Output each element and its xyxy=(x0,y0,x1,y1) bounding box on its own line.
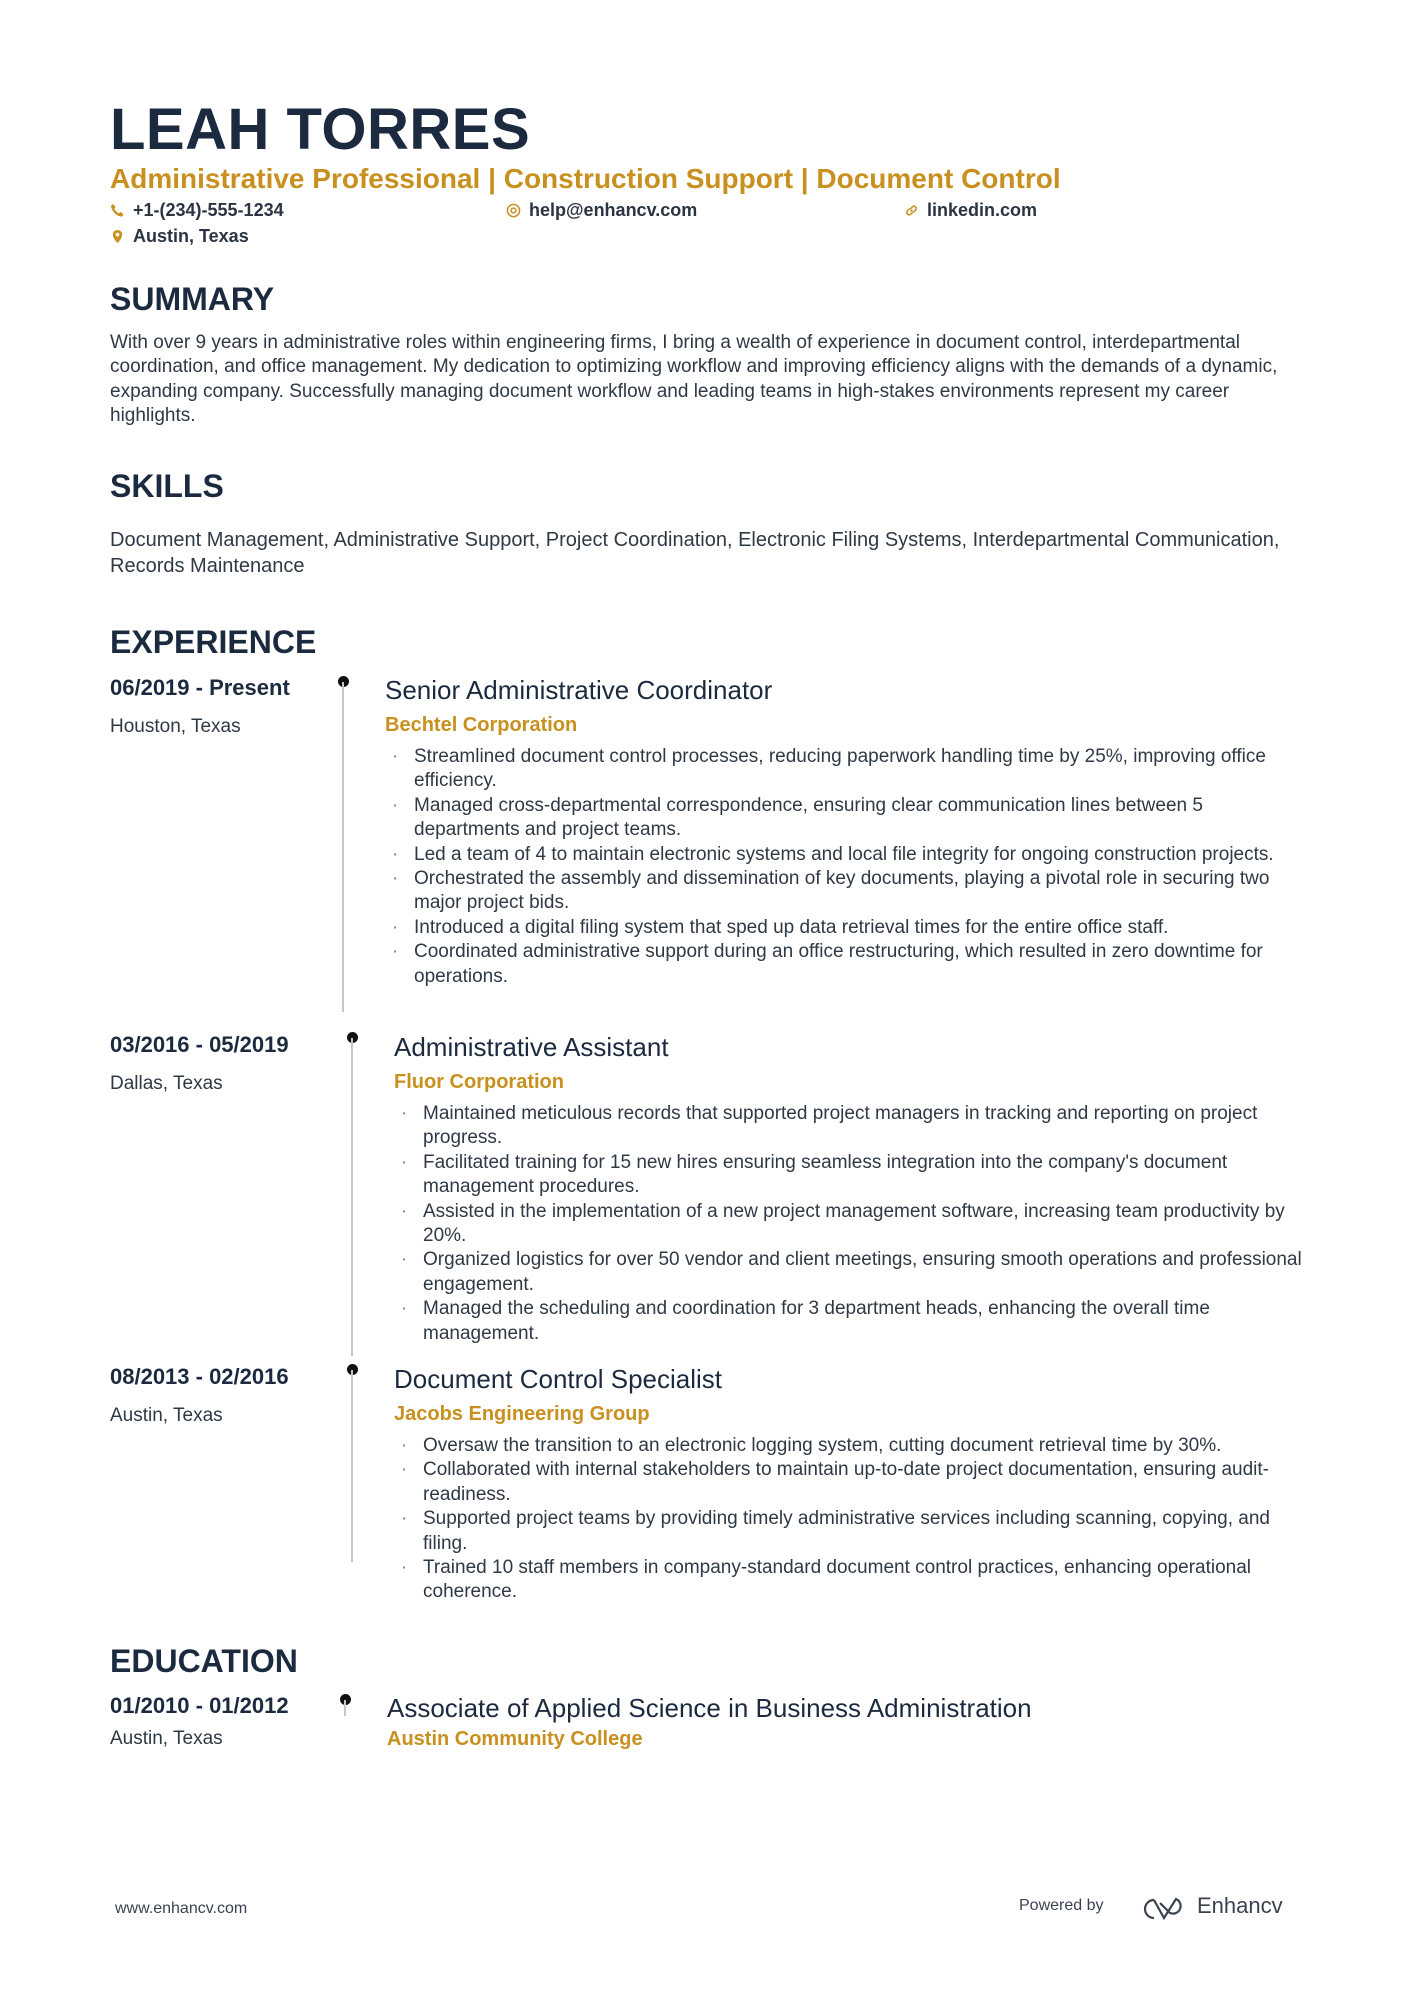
bullet: · Organized logistics for over 50 vendor and client meetings, ensuring smooth operations and professional engagement. xyxy=(394,1248,1310,1297)
footer-website[interactable]: www.enhancv.com xyxy=(115,1900,248,1917)
job-dates: 06/2019 - Present xyxy=(110,675,290,700)
degree-title: Associate of Applied Science in Business Administration xyxy=(387,1693,1032,1723)
bullet: · Facilitated training for 15 new hires ensuring seamless integration into the company's document management procedures. xyxy=(394,1151,1310,1200)
bullet: · Managed the scheduling and coordination for 3 department heads, enhancing the overall time management. xyxy=(394,1297,1310,1346)
enhancv-brand[interactable]: Enhancv xyxy=(1197,1893,1283,1918)
phone-text: +1-(234)-555-1234 xyxy=(133,200,284,220)
email-link[interactable]: help@enhancv.com xyxy=(529,200,698,220)
summary-heading: SUMMARY xyxy=(110,281,275,317)
linkedin-link[interactable]: linkedin.com xyxy=(927,200,1038,220)
bullet: · Introduced a digital filing system that sped up data retrieval times for the entire office staff. xyxy=(385,916,1310,940)
job-dates: 03/2016 - 05/2019 xyxy=(110,1032,289,1057)
timeline-line xyxy=(344,1700,346,1716)
bullet: · Assisted in the implementation of a new project management software, increasing team productivity by 20%. xyxy=(394,1200,1310,1249)
timeline-line xyxy=(342,682,344,1012)
bullet: · Maintained meticulous records that supported project managers in tracking and reporting on project progress. xyxy=(394,1102,1310,1151)
education-heading: EDUCATION xyxy=(110,1643,298,1679)
job-title: Administrative Assistant xyxy=(394,1032,669,1062)
contact-linkedin[interactable] xyxy=(904,200,1037,221)
job-title: Document Control Specialist xyxy=(394,1364,723,1394)
job-location: Houston, Texas xyxy=(110,716,241,737)
education-dates: 01/2010 - 01/2012 xyxy=(110,1693,289,1718)
bullet: · Led a team of 4 to maintain electronic systems and local file integrity for ongoing construction projects. xyxy=(385,843,1310,867)
contact-phone xyxy=(110,200,284,221)
job-bullets xyxy=(385,745,1310,989)
company-name: Bechtel Corporation xyxy=(385,714,578,736)
school-name: Austin Community College xyxy=(387,1728,643,1750)
company-name: Jacobs Engineering Group xyxy=(394,1403,650,1425)
job-bullets xyxy=(394,1102,1310,1346)
powered-by-label: Powered by xyxy=(1019,1897,1104,1914)
company-name: Fluor Corporation xyxy=(394,1071,564,1093)
experience-heading: EXPERIENCE xyxy=(110,624,317,660)
job-location: Austin, Texas xyxy=(110,1405,223,1426)
bullet: · Coordinated administrative support during an office restructuring, which resulted in zero downtime for operations. xyxy=(385,940,1310,989)
contact-email[interactable] xyxy=(506,200,697,221)
contact-location xyxy=(110,226,249,247)
location-pin-icon xyxy=(110,229,125,244)
location-text: Austin, Texas xyxy=(133,226,249,246)
enhancv-logo-icon xyxy=(1138,1895,1186,1923)
bullet: · Collaborated with internal stakeholders to maintain up-to-date project documentation, ensuring audit-readiness. xyxy=(394,1458,1314,1507)
timeline-line xyxy=(351,1370,353,1562)
bullet: · Streamlined document control processes, reducing paperwork handling time by 25%, improving office efficiency. xyxy=(385,745,1310,794)
bullet: · Trained 10 staff members in company-standard document control practices, enhancing operational coherence. xyxy=(394,1556,1314,1605)
bullet: · Oversaw the transition to an electronic logging system, cutting document retrieval time by 30%. xyxy=(394,1434,1314,1458)
at-icon xyxy=(506,203,521,218)
skills-text: Document Management, Administrative Support, Project Coordination, Electronic Filing Systems, Interdepartmental Communication, Records Maintenance xyxy=(110,529,1280,577)
job-dates: 08/2013 - 02/2016 xyxy=(110,1364,289,1389)
job-location: Dallas, Texas xyxy=(110,1073,223,1094)
link-icon xyxy=(904,203,919,218)
timeline-line xyxy=(351,1038,353,1356)
phone-icon xyxy=(110,203,125,218)
education-location: Austin, Texas xyxy=(110,1728,223,1749)
job-bullets xyxy=(394,1434,1314,1605)
job-title: Senior Administrative Coordinator xyxy=(385,675,773,705)
bullet: · Supported project teams by providing timely administrative services including scanning, copying, and filing. xyxy=(394,1507,1314,1556)
headline: Administrative Professional | Construction Support | Document Control xyxy=(110,163,1061,194)
summary-text: With over 9 years in administrative roles within engineering firms, I bring a wealth of experience in document control, interdepartmental coordination, and office management. My dedication to optimizing workflow and improving efficiency aligns with the demands of a dynamic, expanding company. Successfully managing document workflow and leading teams in high-stakes environments represent my career highlights. xyxy=(110,332,1278,427)
skills-heading: SKILLS xyxy=(110,468,224,504)
bullet: · Orchestrated the assembly and dissemination of key documents, playing a pivotal role in securing two major project bids. xyxy=(385,867,1310,916)
candidate-name: LEAH TORRES xyxy=(110,97,531,162)
bullet: · Managed cross-departmental correspondence, ensuring clear communication lines between 5 departments and project teams. xyxy=(385,794,1310,843)
